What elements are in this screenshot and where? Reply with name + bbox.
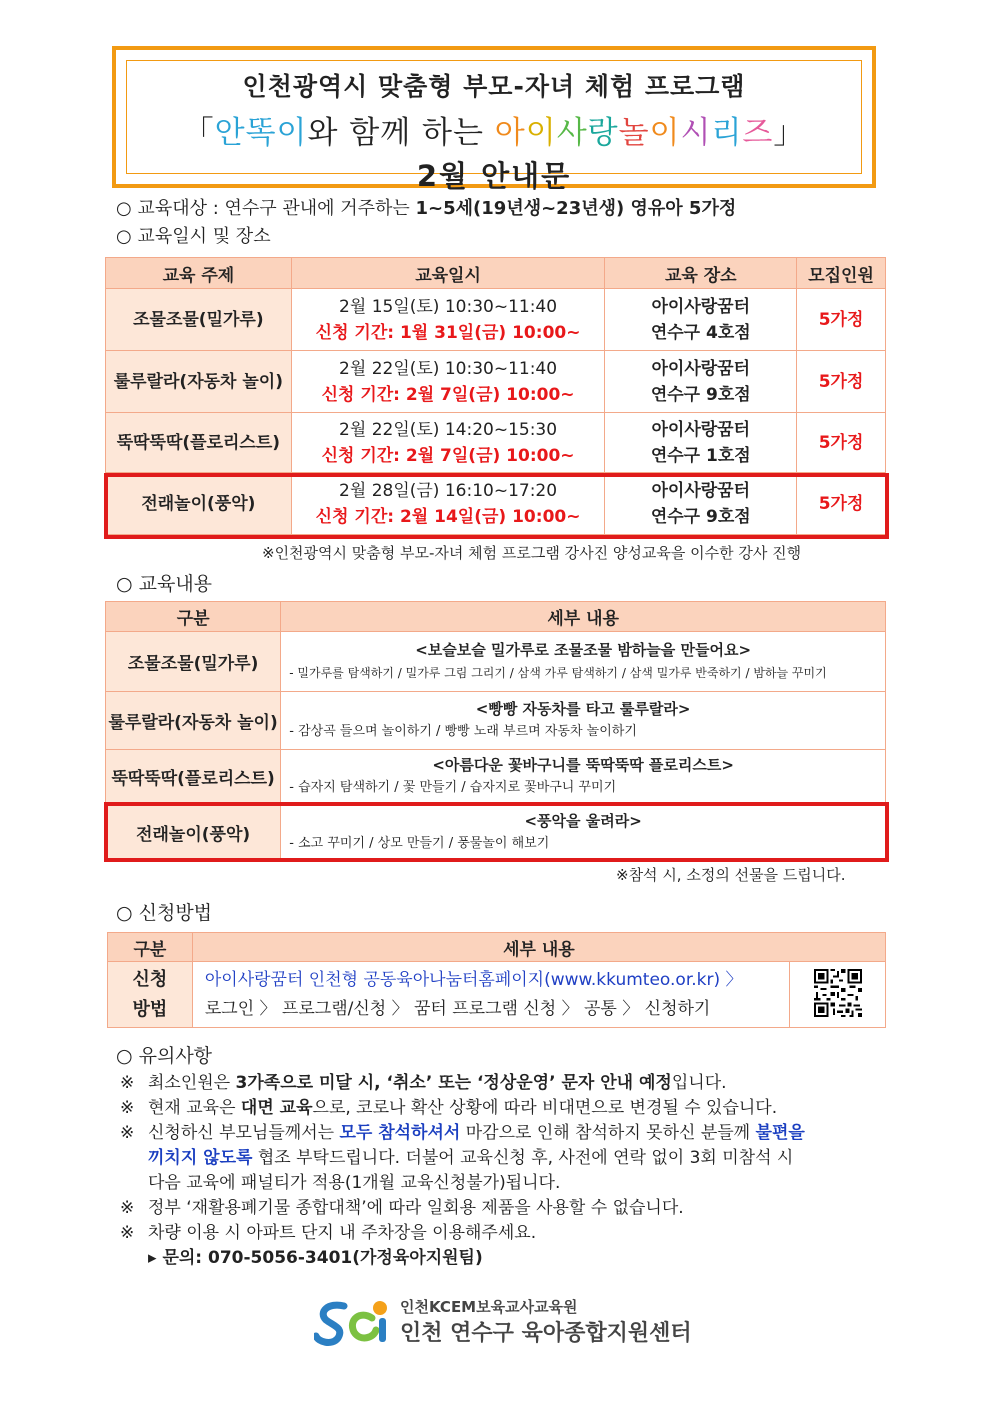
apply-heading: ○ 신청방법	[116, 902, 213, 924]
date-cell	[291, 351, 605, 413]
table-row	[108, 962, 886, 1028]
note-part: 협조 부탁드립니다. 더불어 교육신청 후, 사전에 연락 없이 3회 미참석 시	[252, 1148, 794, 1168]
title-char: 이	[525, 115, 557, 151]
apply-header-row	[108, 933, 886, 962]
content-note: ※참석 시, 소정의 선물을 드립니다.	[616, 866, 846, 884]
place-branch: 연수구 9호점	[650, 506, 751, 527]
qr-code-icon	[807, 967, 869, 1019]
note-highlight: 모두 참석하셔서	[339, 1123, 461, 1143]
apply-detail-cell	[192, 962, 789, 1028]
topic-cell: 뚝딱뚝딱(플로리스트)	[106, 413, 292, 473]
note-text: 차량 이용 시 아파트 단지 내 주차장을 이용해주세요.	[148, 1223, 537, 1243]
date-cell	[291, 289, 605, 351]
topic-cell: 조물조물(밀가루)	[106, 632, 281, 692]
table-row	[106, 692, 886, 750]
title-line3: 2월 안내문	[416, 159, 572, 193]
target-prefix: ○ 교육대상 : 연수구 관내에 거주하는	[116, 198, 416, 219]
content-header-row	[106, 602, 886, 632]
topic-cell: 룰루랄라(자동차 놀이)	[106, 351, 292, 413]
detail-cell	[281, 632, 886, 692]
schedule-heading: ○ 교육일시 및 장소	[116, 226, 271, 247]
apply-period: 신청 기간: 2월 14일(금) 10:00~	[315, 506, 581, 527]
title-inner	[126, 60, 862, 193]
topic-cell: 전래놀이(풍악)	[106, 473, 292, 535]
col-header: 모집인원	[797, 258, 886, 289]
topic-cell: 조물조물(밀가루)	[106, 289, 292, 351]
col-header: 교육 주제	[106, 258, 292, 289]
date-text: 2월 15일(토) 10:30~11:40	[339, 296, 558, 317]
list-item	[120, 1246, 880, 1271]
qr-cell	[790, 962, 886, 1028]
note-part: 현재 교육은	[148, 1098, 241, 1118]
note-mark: ※	[120, 1198, 135, 1218]
apply-link[interactable]: 아이사랑꿈터 인천형 공동육아나눔터홈페이지(www.kkumteo.or.kr) 〉	[204, 969, 743, 990]
title-box	[112, 46, 876, 193]
title-andoki: 안똑이	[214, 115, 308, 151]
place-cell	[605, 289, 797, 351]
bracket-close: 」	[773, 115, 806, 151]
title-char: 아	[494, 115, 526, 151]
table-row	[106, 413, 886, 473]
count-cell: 5가정	[797, 473, 886, 535]
title-with: 와 함께 하는	[307, 115, 495, 151]
content-heading: ○ 교육내용	[116, 573, 213, 595]
date-text: 2월 22일(토) 10:30~11:40	[339, 358, 558, 379]
place-name: 아이사랑꿈터	[651, 358, 751, 379]
contact-info: ▸ 문의: 070-5056-3401(가정육아지원팀)	[148, 1248, 483, 1268]
org-large: 인천 연수구 육아종합지원센터	[400, 1321, 692, 1346]
apply-period: 신청 기간: 1월 31일(금) 10:00~	[315, 322, 581, 343]
date-cell	[291, 413, 605, 473]
apply-label: 방법	[132, 998, 168, 1020]
col-header: 구분	[106, 602, 281, 632]
list-item	[120, 1196, 880, 1221]
place-branch: 연수구 4호점	[650, 322, 751, 343]
apply-period: 신청 기간: 2월 7일(금) 10:00~	[321, 384, 575, 405]
table-row	[106, 351, 886, 413]
title-line1: 인천광역시 맞춤형 부모-자녀 체험 프로그램	[242, 72, 746, 101]
title-char: 놀	[618, 115, 650, 151]
note-text	[148, 1071, 727, 1096]
note-part: 신청하신 부모님들께서는	[148, 1123, 340, 1143]
note-bold: 대면 교육	[240, 1098, 313, 1118]
note-part: 으로, 코로나 확산 상황에 따라 비대면으로 변경될 수 있습니다.	[312, 1098, 778, 1118]
bracket-open: 「	[182, 115, 215, 151]
title-char: 시	[680, 115, 712, 151]
highlight-box	[104, 473, 889, 539]
list-item	[120, 1221, 880, 1246]
note-mark: ※	[120, 1223, 135, 1243]
note-bold: 3가족으로 미달 시, ‘취소’ 또는 ‘정상운영’ 문자 안내 예정	[235, 1073, 672, 1093]
detail-title: <아름다운 꽃바구니를 뚝딱뚝딱 플로리스트>	[432, 755, 734, 774]
date-text: 2월 28일(금) 16:10~17:20	[339, 480, 558, 501]
schedule-header-row	[106, 258, 886, 289]
topic-cell: 룰루랄라(자동차 놀이)	[106, 692, 281, 750]
apply-label: 신청	[132, 968, 168, 990]
table-row	[106, 750, 886, 804]
col-header: 세부 내용	[192, 933, 885, 962]
target-bold: 1~5세(19년생~23년생) 영유아 5가정	[415, 198, 737, 219]
place-branch: 연수구 1호점	[650, 445, 751, 466]
detail-body: - 습자지 탐색하기 / 꽃 만들기 / 습자지로 꽃바구니 꾸미기	[289, 779, 617, 795]
note-text: 정부 ‘재활용폐기물 종합대책’에 따라 일회용 제품을 사용할 수 없습니다.	[148, 1198, 684, 1218]
detail-title: <보슬보슬 밀가루로 조물조물 밤하늘을 만들어요>	[415, 640, 752, 659]
place-cell	[605, 413, 797, 473]
apply-path: 로그인 〉 프로그램/신청 〉 꿈터 프로그램 신청 〉 공통 〉 신청하기	[204, 998, 711, 1019]
detail-cell	[281, 750, 886, 804]
indent	[120, 1246, 148, 1271]
detail-title: <빵빵 자동차를 타고 룰루랄라>	[475, 699, 691, 718]
note-text	[148, 1096, 777, 1121]
table-row	[106, 632, 886, 692]
col-header: 구분	[108, 933, 193, 962]
center-logo-icon	[314, 1296, 392, 1348]
apply-table	[107, 932, 886, 1028]
detail-body: - 소고 꾸미기 / 상모 만들기 / 풍물놀이 해보기	[289, 835, 550, 851]
schedule-note: ※인천광역시 맞춤형 부모-자녀 체험 프로그램 강사진 양성교육을 이수한 강사 진행	[262, 544, 802, 562]
list-item	[120, 1121, 880, 1196]
apply-period: 신청 기간: 2월 7일(금) 10:00~	[321, 445, 575, 466]
col-header: 교육일시	[291, 258, 605, 289]
title-char: 리	[711, 115, 743, 151]
note-highlight: 불편을	[755, 1123, 805, 1143]
note-mark: ※	[120, 1098, 135, 1118]
place-name: 아이사랑꿈터	[651, 480, 751, 501]
place-name: 아이사랑꿈터	[651, 419, 751, 440]
title-char: 사	[556, 115, 588, 151]
highlight-box	[104, 802, 889, 862]
note-part: 다음 교육에 패널티가 적용(1개월 교육신청불가)됩니다.	[148, 1173, 561, 1193]
note-text	[148, 1121, 805, 1196]
title-line2	[127, 107, 861, 152]
topic-cell: 전래놀이(풍악)	[106, 804, 281, 862]
note-mark: ※	[120, 1073, 135, 1093]
detail-body: - 감상곡 들으며 놀이하기 / 빵빵 노래 부르며 자동차 놀이하기	[289, 723, 637, 739]
col-header: 교육 장소	[605, 258, 797, 289]
title-char: 이	[649, 115, 681, 151]
footer	[314, 1292, 694, 1352]
place-name: 아이사랑꿈터	[651, 296, 751, 317]
date-text: 2월 22일(토) 14:20~15:30	[339, 419, 558, 440]
target-line	[116, 194, 736, 220]
notes-list	[120, 1071, 880, 1271]
list-item	[120, 1096, 880, 1121]
count-cell: 5가정	[797, 413, 886, 473]
list-item	[120, 1071, 880, 1096]
org-small: 인천KCEM보육교사교육원	[400, 1298, 578, 1316]
note-part: 입니다.	[671, 1073, 727, 1093]
title-char: 즈	[742, 115, 774, 151]
note-mark: ※	[120, 1123, 135, 1143]
detail-title: <풍악을 울려라>	[524, 811, 642, 830]
place-branch: 연수구 9호점	[650, 384, 751, 405]
note-part: 마감으로 인해 참석하지 못하신 분들께	[460, 1123, 756, 1143]
title-char: 랑	[587, 115, 619, 151]
note-part: 최소인원은	[148, 1073, 236, 1093]
count-cell: 5가정	[797, 289, 886, 351]
table-row	[106, 289, 886, 351]
place-cell	[605, 351, 797, 413]
count-cell: 5가정	[797, 351, 886, 413]
detail-body: - 밀가루를 탐색하기 / 밀가루 그림 그리기 / 삼색 가루 탐색하기 / 삼색 밀가루 반죽하기 / 밤하늘 꾸미기	[289, 665, 827, 680]
topic-cell: 뚝딱뚝딱(플로리스트)	[106, 750, 281, 804]
detail-cell	[281, 692, 886, 750]
col-header: 세부 내용	[281, 602, 886, 632]
note-highlight: 끼치지 않도록	[148, 1148, 253, 1168]
notes-heading: ○ 유의사항	[116, 1045, 213, 1067]
apply-label-cell	[108, 962, 193, 1028]
